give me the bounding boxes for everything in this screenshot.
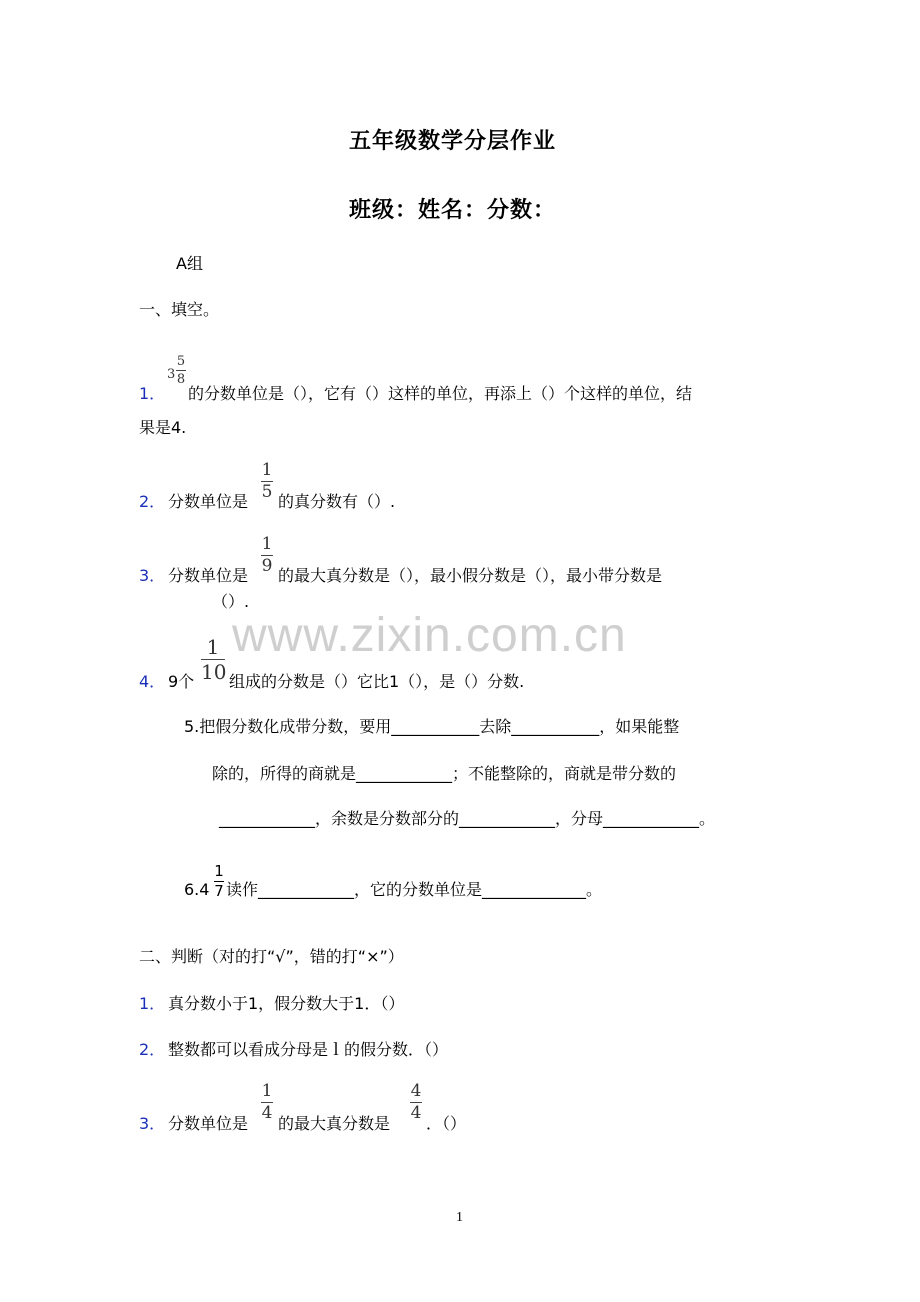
judge3-numerator-2: 4 — [410, 1081, 422, 1101]
q4-number: 4． — [139, 672, 166, 691]
page-number: 1 — [456, 1210, 463, 1225]
q2-numerator: 1 — [261, 460, 273, 480]
judge3-denominator-2: 4 — [410, 1103, 422, 1123]
q5-line1: 5.把假分数化成带分数，要用___________去除___________，如果能整 — [184, 717, 680, 736]
judge2-number: 2． — [139, 1040, 166, 1059]
judge1-text: 真分数小于1，假分数大于1．（） — [168, 994, 405, 1013]
judge3-fraction-2 — [410, 1083, 422, 1122]
q1-continuation: 果是4. — [139, 418, 187, 437]
q3-prefix: 分数单位是 — [168, 566, 249, 585]
q4-prefix: 9个 — [168, 672, 195, 691]
q4-suffix: 组成的分数是（）它比1（），是（）分数. — [229, 672, 525, 691]
q4-fraction — [201, 637, 225, 682]
q2-suffix: 的真分数有（）. — [278, 492, 396, 511]
group-label: A组 — [176, 254, 203, 273]
q2-denominator: 5 — [261, 482, 273, 502]
q1-whole-part: 3 — [167, 367, 176, 382]
judge3-numerator-1: 1 — [261, 1081, 273, 1101]
judge1-number: 1． — [139, 994, 166, 1013]
q3-denominator: 9 — [261, 556, 273, 576]
q6-prefix: 6.4 — [184, 880, 210, 899]
judge3-number: 3． — [139, 1114, 166, 1133]
q6-suffix: 读作____________，它的分数单位是_____________。 — [226, 880, 603, 899]
q1-number: 1． — [139, 384, 166, 403]
q4-numerator: 1 — [206, 635, 220, 659]
section2-heading: 二、判断（对的打“√”，错的打“×”） — [139, 947, 404, 966]
q5-line2: 除的，所得的商就是____________；不能整除的，商就是带分数的 — [212, 764, 677, 783]
q3-suffix: 的最大真分数是（），最小假分数是（），最小带分数是 — [278, 566, 663, 585]
fraction-bar — [176, 370, 186, 371]
q2-prefix: 分数单位是 — [168, 492, 249, 511]
page-subtitle: 班级：姓名：分数： — [349, 198, 557, 223]
page-title: 五年级数学分层作业 — [349, 129, 557, 154]
judge3-fraction-1 — [261, 1083, 273, 1122]
q1-fraction — [176, 355, 186, 386]
q4-denominator: 10 — [201, 660, 227, 684]
judge3-prefix: 分数单位是 — [168, 1114, 249, 1133]
q1-numerator: 5 — [176, 354, 186, 369]
judge3-suffix: ．（） — [426, 1114, 467, 1133]
q6-denominator: 7 — [214, 882, 224, 900]
q2-fraction — [261, 462, 273, 501]
q6-fraction — [214, 864, 224, 899]
q3-fraction — [261, 536, 273, 575]
q3-numerator: 1 — [261, 534, 273, 554]
section1-heading: 一、填空。 — [139, 300, 220, 319]
judge2-text: 整数都可以看成分母是ｌ的假分数．（） — [168, 1040, 449, 1059]
q5-line3: ____________，余数是分数部分的____________，分母____________。 — [219, 809, 716, 828]
watermark: www.zixin.com.cn — [232, 609, 627, 662]
q1-denominator: 8 — [176, 372, 186, 387]
q3-number: 3． — [139, 566, 166, 585]
judge3-mid: 的最大真分数是 — [278, 1114, 391, 1133]
q1-text: 的分数单位是（），它有（）这样的单位，再添上（）个这样的单位，结 — [188, 384, 693, 403]
q2-number: 2． — [139, 492, 166, 511]
q6-numerator: 1 — [214, 862, 224, 880]
q3-continuation: （）. — [212, 592, 250, 611]
judge3-denominator-1: 4 — [261, 1103, 273, 1123]
